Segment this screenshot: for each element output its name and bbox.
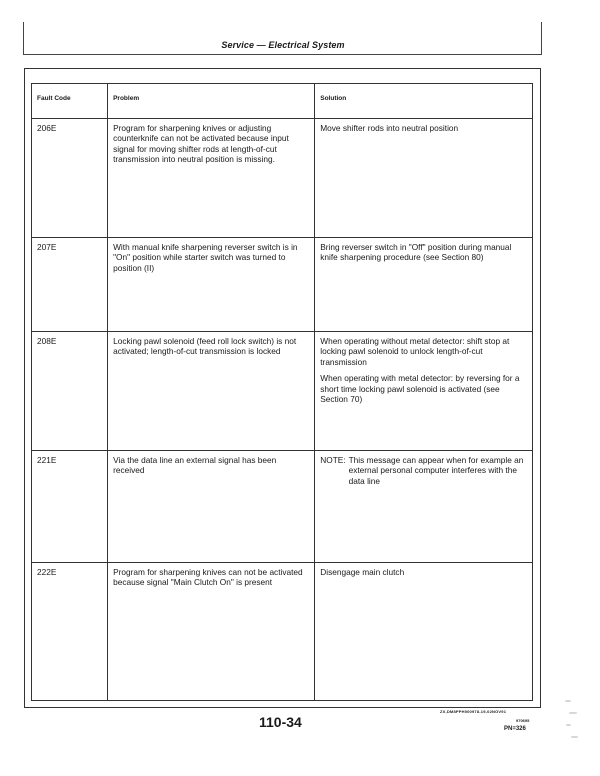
scan-smudge [565,700,571,702]
solution-cell [315,119,533,238]
scan-smudge [566,724,571,726]
column-header-problem: Problem [108,84,315,119]
problem-cell: Program for sharpening knives can not be activated because signal "Main Clutch On" is present [108,563,315,701]
fault-code-cell: 206E [32,119,108,238]
note-text: This message can appear when for example an external personal computer interferes with the data line [348,455,524,486]
column-header-fault-code: Fault Code [32,84,108,119]
solution-text: Disengage main clutch [320,567,405,577]
page-header-title: Service — Electrical System [221,40,345,50]
problem-cell: Locking pawl solenoid (feed roll lock switch) is not activated; length-of-cut transmission is locked [108,332,315,451]
table-row [32,451,533,563]
fault-code-cell: 221E [32,451,108,563]
solution-text: Move shifter rods into neutral position [320,123,459,133]
table-header-row [32,84,533,119]
fault-code-cell: 222E [32,563,108,701]
fault-code-cell: 207E [32,238,108,332]
solution-cell [315,332,533,451]
solution-cell [315,563,533,701]
header-rule [23,54,542,55]
solution-cell [315,451,533,563]
solution-text: When operating without metal detector: shift stop at locking pawl solenoid to unlock length-of-cut transmission [320,336,510,367]
problem-cell: Via the data line an external signal has been received [108,451,315,563]
table-reference-id: ZX,DM8PPH000978-19-02NOV91 [440,709,507,714]
table-row [32,332,533,451]
table-row [32,238,533,332]
solution-text: When operating with metal detector: by reversing for a short time locking pawl solenoid is activated (see Section 70) [320,373,520,405]
problem-cell: With manual knife sharpening reverser switch is in "On" position while starter switch was turned to position (II) [108,238,315,332]
problem-cell: Program for sharpening knives or adjusting counterknife can not be activated because input signal for moving shifter rods at length-of-cut transmission into neutral position is missing. [108,119,315,238]
note-label: NOTE: [320,455,346,465]
table-row [32,119,533,238]
table-row [32,563,533,701]
column-header-solution: Solution [315,84,533,119]
solution-cell [315,238,533,332]
pn-code: PN=326 [504,726,526,732]
note-block [320,455,527,486]
scan-smudge [569,712,577,714]
solution-text: Bring reverser switch in "Off" position during manual knife sharpening procedure (see Section 80) [320,242,512,263]
page-number: 110-34 [259,714,302,730]
fault-code-cell: 208E [32,332,108,451]
scan-smudge [571,736,578,738]
fault-code-table [31,83,533,701]
date-code: 970695 [516,718,530,723]
